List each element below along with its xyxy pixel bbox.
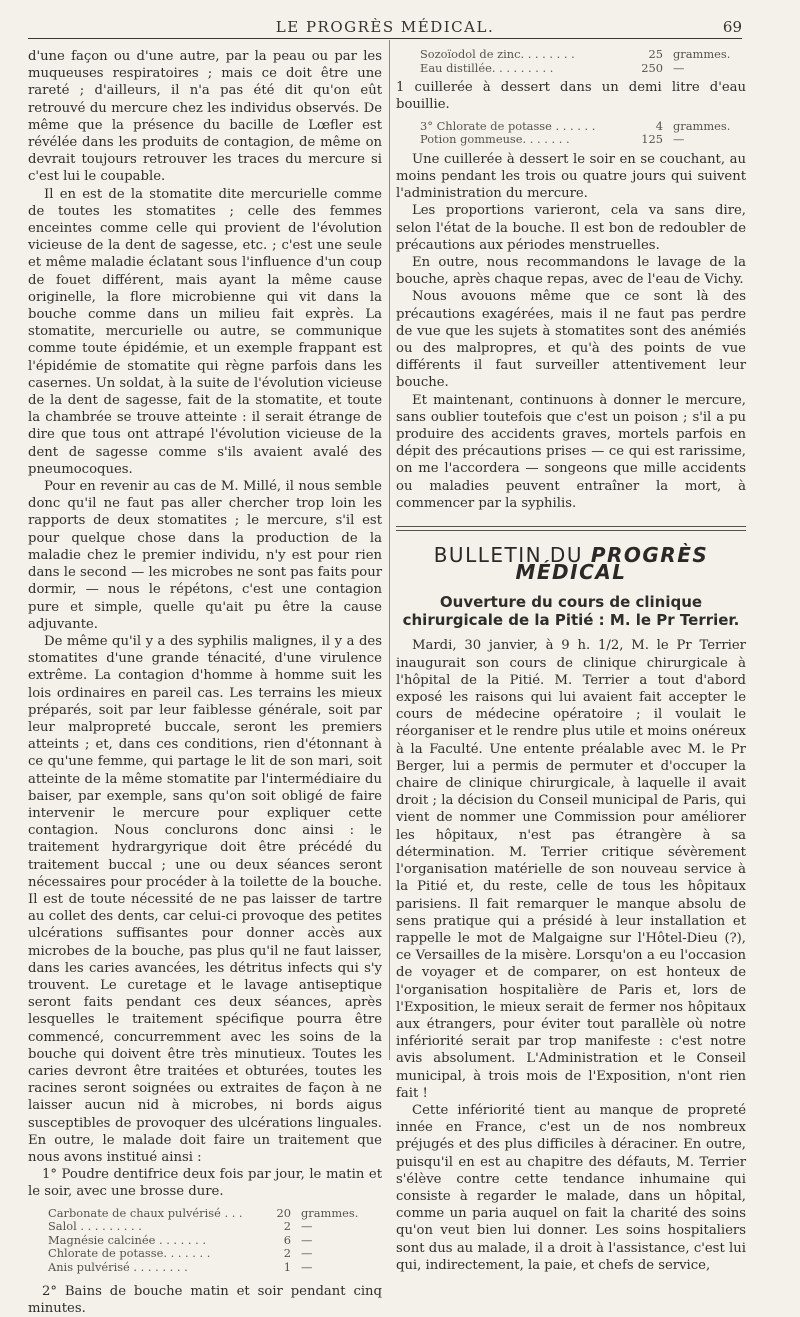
column-divider: [389, 40, 390, 1060]
paragraph: Nous avouons même que ce sont là des précautions exagérées, mais il ne faut pas perdre de vue que les sujets à stomatites sont des anémiés ou des malpropres, et qu'à des points de vue différents il faut surveiller attentivement leur bouche.: [396, 289, 746, 391]
paragraph: En outre, nous recommandons le lavage de la bouche, après chaque repas, avec de l'eau de Vichy.: [396, 255, 746, 288]
treatment-item-1: 1° Poudre dentifrice deux fois par jour, le matin et le soir, avec une brosse dure.: [28, 1167, 382, 1200]
paragraph: Et maintenant, continuons à donner le mercure, sans oublier toutefois que c'est un poison ; s'il a pu produire des accidents graves, mortels parfois en dépit des précautions prises — ce qui est rarissime, on me l'accordera — songeons que mille accidents ou maladies peuvent entraîner la mort, à commencer par la syphilis.: [396, 392, 746, 511]
bulletin-prefix: BULLETIN DU: [433, 543, 591, 568]
formula-row: Carbonate de chaux pulvérisé . . . 20 grammes.: [48, 1205, 359, 1220]
prescription-mouthwash: [420, 48, 730, 75]
formula-row: Anis pulvérisé . . . . . . . . 1 —: [48, 1259, 313, 1274]
bulletin-title: PROGRÈS MÉDICAL: [515, 543, 709, 585]
article-headline: Ouverture du cours de clinique chirurgicale de la Pitié : M. le Pr Terrier.: [402, 593, 740, 630]
prescription-powder: [48, 1207, 358, 1275]
formula-row: Magnésie calcinée . . . . . . . 6 —: [48, 1232, 313, 1247]
bulletin-heading: [396, 543, 746, 585]
dosage-line: 1 cuillerée à dessert dans un demi litre d'eau bouillie.: [396, 80, 746, 113]
left-column: [28, 48, 382, 1317]
page-number: 69: [722, 18, 742, 36]
paragraph: Les proportions varieront, cela va sans dire, selon l'état de la bouche. Il est bon de redoubler de précautions aux périodes menstruelles.: [396, 203, 746, 253]
section-rule: [396, 526, 746, 531]
formula-row: 3° Chlorate de potasse . . . . . . 4 grammes.: [420, 118, 731, 133]
running-header: [28, 16, 742, 39]
formula-row: Potion gommeuse. . . . . . . 125 —: [420, 132, 685, 147]
right-column: [396, 48, 746, 1274]
treatment-item-2: 2° Bains de bouche matin et soir pendant cinq minutes.: [28, 1283, 382, 1316]
paragraph: Pour en revenir au cas de M. Millé, il nous semble donc qu'il ne faut pas aller chercher trop loin les rapports de deux stomatites ; le mercure, s'il est pour quelque chose dans la production de la maladie chez le premier individu, n'y est pour rien dans le second — les microbes ne sont pas faits pour dormir, — nous le répétons, c'est une contagion pure et simple, quelle qu'ait pu être la cause adjuvante.: [28, 479, 382, 632]
paragraph: d'une façon ou d'une autre, par la peau ou par les muqueuses respiratoires ; mais ce doit être une rareté ; d'ailleurs, il n'a pas été dit qu'on eût retrouvé du mercure chez les individus observés. De même que la présence du bacille de Lœfler est révélée dans les produits de contagion, de même on devrait toujours retrouver les traces du mercure si c'est lui le coupable.: [28, 49, 382, 185]
formula-row: Sozoïodol de zinc. . . . . . . . 25 grammes.: [420, 47, 731, 61]
formula-row: Chlorate de potasse. . . . . . . 2 —: [48, 1246, 313, 1261]
journal-title: LE PROGRÈS MÉDICAL.: [275, 18, 495, 36]
paragraph: Cette infériorité tient au manque de propreté innée en France, c'est un de nos nombreux préjugés et des plus difficiles à déraciner. En outre, puisqu'il en est au chapitre des défauts, M. Terrier s'élève contre cette tendance inhumaine qui consiste à regarder le malade, dans un hôpital, comme un paria auquel on fait la charité des soins qu'on veut bien lui donner. Les soins hospitaliers sont dus au malade, il a droit à l'assistance, c'est lui qui, indirectement, la paie, et chefs de service,: [396, 1102, 746, 1273]
paragraph: Une cuillerée à dessert le soir en se couchant, au moins pendant les trois ou quatre jours qui suivent l'administration du mercure.: [396, 151, 746, 202]
paragraph: Il en est de la stomatite dite mercurielle comme de toutes les stomatites ; celle des femmes enceintes comme celle qui provient de l'évolution vicieuse de la dent de sagesse, etc. ; c'est une seule et même maladie éclatant sous l'influence d'un coup de fouet différent, mais ayant la même cause originelle, la flore microbienne qui vit dans la bouche comme dans un milieu fait exprès. La stomatite, mercurielle ou autre, se communique comme toute épidémie, et un exemple frappant est l'épidémie de stomatite qui règne parfois dans les casernes. Un soldat, à la suite de l'évolution vicieuse de la dent de sagesse, fait de la stomatite, et toute la chambrée se trouve atteinte : il serait étrange de dire que tous ont attrapé l'évolution vicieuse de la dent de sagesse comme s'ils avaient avalé des pneumocoques.: [28, 186, 382, 477]
paragraph: Mardi, 30 janvier, à 9 h. 1/2, M. le Pr Terrier inaugurait son cours de clinique chirurgicale à l'hôpital de la Pitié. M. Terrier a tout d'abord exposé les raisons qui lui avaient fait accepter le cours de médecine opératoire ; il voulait le réorganiser et le rendre plus utile et moins onéreux à la Faculté. Une entente préalable avec M. le Pr Berger, lui a permis de permuter et d'occuper la chaire de clinique chirurgicale, à laquelle il avait droit ; la décision du Conseil municipal de Paris, qui vient de nommer une Commission pour améliorer les hôpitaux, n'est pas étrangère à sa détermination. M. Terrier critique sévèrement l'organisation matérielle de son nouveau service à la Pitié et, du reste, celle de tous les hôpitaux parisiens. Il fait remarquer le manque absolu de sens pratique qui a présidé à leur installation et rappelle le mot de Malgaigne sur l'Hôtel-Dieu (?), ce Versailles de la misère. Lorsqu'on a eu l'occasion de voyager et de comparer, on est honteux de l'organisation hospitalière de Paris et, lors de l'Exposition, le mieux serait de fermer nos hôpitaux aux étrangers, pour éviter tout parallèle où notre infériorité serait par trop manifeste : c'est notre avis absolument. L'Administration et le Conseil municipal, à trois mois de l'Exposition, n'ont rien fait !: [396, 638, 746, 1101]
formula-row: Eau distillée. . . . . . . . . 250 —: [420, 60, 685, 75]
prescription-potion: [420, 120, 730, 147]
paragraph: De même qu'il y a des syphilis malignes, il y a des stomatites d'une grande ténacité, d'une virulence extrême. La contagion d'homme à homme suit les lois ordinaires en pareil cas. Les terrains les mieux préparés, soit par leur faiblesse générale, soit par leur malpropreté buccale, seront les premiers atteints ; et, dans ces conditions, rien d'étonnant à ce qu'une femme, qui partage le lit de son mari, soit atteinte de la même stomatite par l'intermédiaire du baiser, par exemple, sans qu'on soit obligé de faire intervenir le mercure pour expliquer cette contagion. Nous conclurons donc ainsi : le traitement hydrargyrique doit être précédé du traitement buccal ; une ou deux séances seront nécessaires pour procéder à la toilette de la bouche. Il est de toute nécessité de ne pas laisser de tartre au collet des dents, car celui-ci provoque des petites ulcérations suffisantes pour donner accès aux microbes de la bouche, pas plus qu'il ne faut laisser, dans les caries avancées, les détritus infects qui s'y trouvent. Le curetage et le lavage antiseptique seront faits pendant ces deux séances, après lesquelles le traitement spécifique pourra être commencé, concurremment avec les soins de la bouche qui doivent être très minutieux. Toutes les caries devront être traitées et obturées, toutes les racines seront soignées ou extraites de façon à ne laisser aucun nid à microbes, ni bords aigus susceptibles de provoquer des ulcérations linguales. En outre, le malade doit faire un traitement que nous avons institué ainsi :: [28, 633, 382, 1165]
formula-row: Salol . . . . . . . . . 2 —: [48, 1219, 313, 1234]
